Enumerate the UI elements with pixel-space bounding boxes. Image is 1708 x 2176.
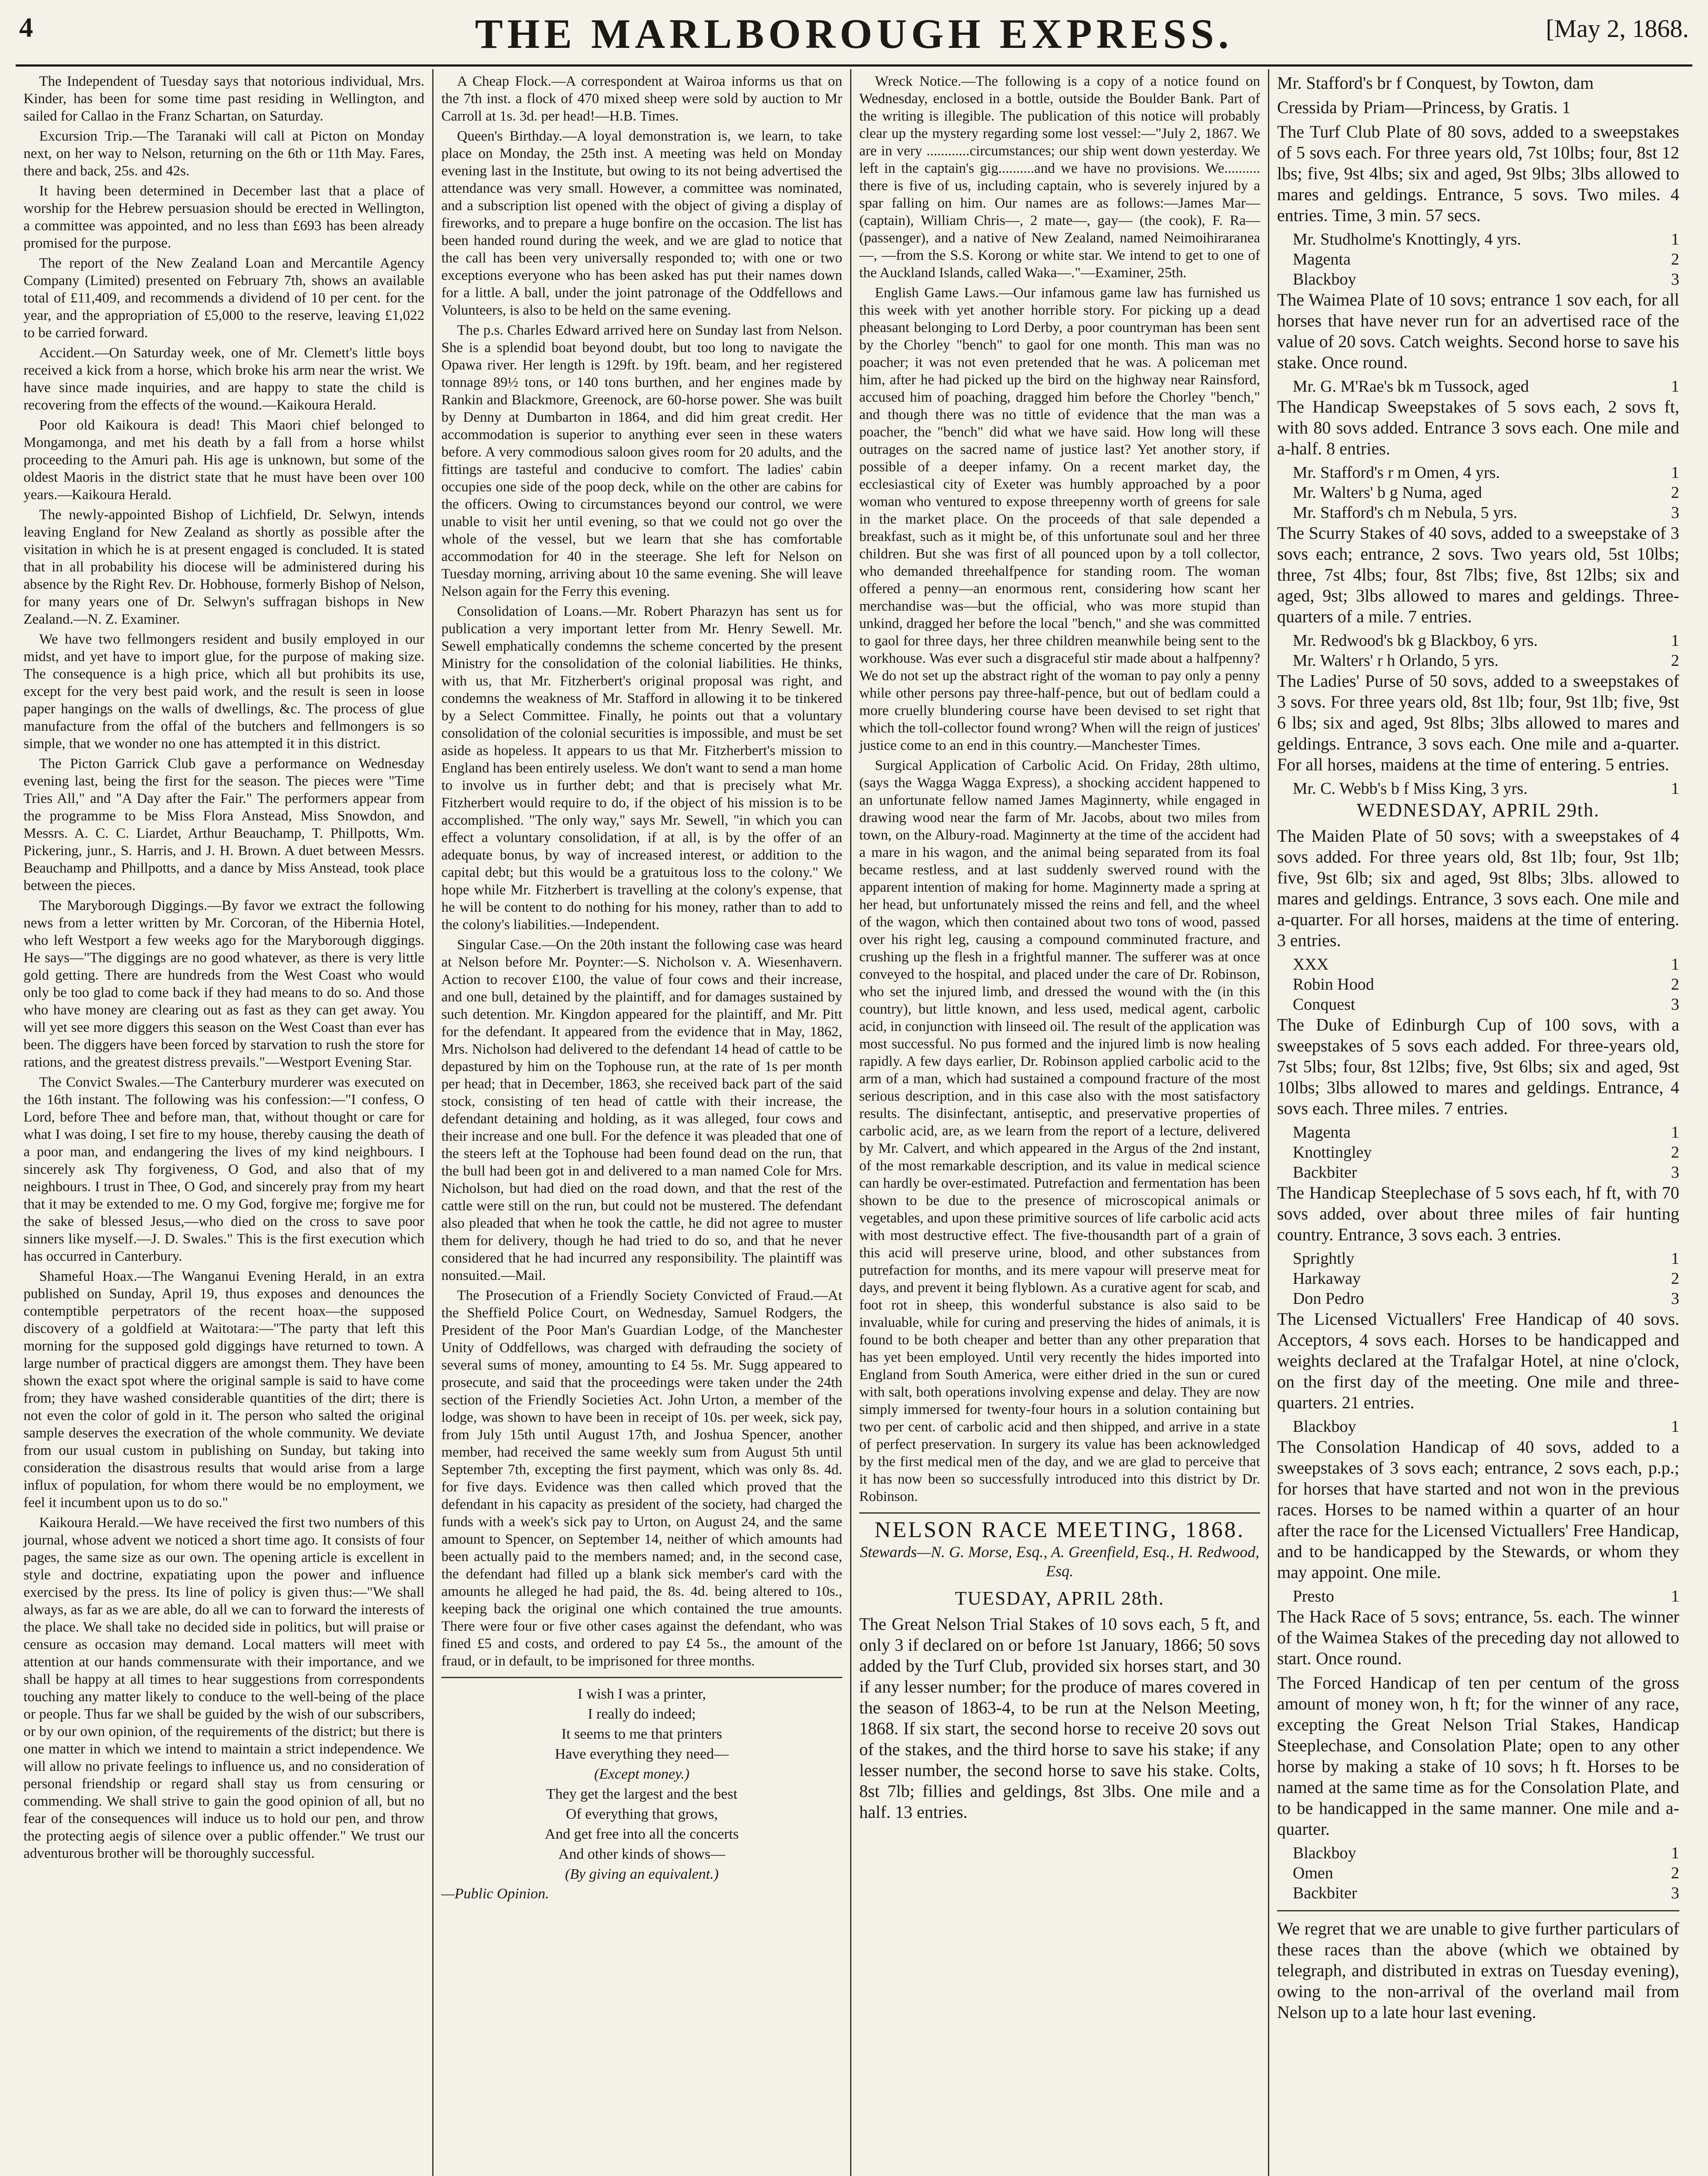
masthead <box>16 8 1692 67</box>
result-row: Mr. Redwood's bk g Blackboy, 6 yrs. 1 <box>1293 631 1679 650</box>
article: The p.s. Charles Edward arrived here on Sunday last from Nelson. She is a splendid boat beyond doubt, but too long to navigate the Opawa river. Her length is 129ft. by 19ft. beam, and her registered tonnage 89½ tons, or 140 tons burthen, and her engines made by Rankin and Blackmore, Greenock, are 60-horse power. She was built by Denny at Dumbarton in 1864, and did him great credit. Her accommodation is superior to anything ever seen in these waters before. A very commodious saloon gives room for 20 adults, and the fittings are tasteful and conducive to comfort. The ladies' cabin occupies one side of the poop deck, while on the other are cabins for the officers. Owing to circumstances beyond our control, we were unable to visit her until evening, so that we could not go over the whole of the vessel, but we learn that she has comfortable accommodation for 40 in the steerage. She left for Nelson on Tuesday morning, arriving about 10 the same evening. She will leave Nelson again for the Ferry this evening. <box>441 322 842 599</box>
column-2 <box>434 69 851 2176</box>
race-description: The Licensed Victuallers' Free Handicap of 40 sovs. Acceptors, 4 sovs each. Horses to be handicapped and weights declared at the Trafalgar Hotel, at nine o'clock, on the first day of the meeting. One mile and three-quarters. 21 entries. <box>1277 1309 1679 1412</box>
page-number: 4 <box>19 12 33 43</box>
poem-line: Have everything they need— <box>555 1746 729 1762</box>
poem-line: I wish I was a printer, <box>577 1686 706 1702</box>
result-row: Blackboy 1 <box>1293 1417 1679 1436</box>
article: The report of the New Zealand Loan and Mercantile Agency Company (Limited) presented on February 7th, shows an available total of £11,409, and recommends a dividend of 10 per cent. for the year, and the appropriation of £5,000 to the reserve, leaving £1,022 to be carried forward. <box>24 255 424 341</box>
article: The Picton Garrick Club gave a performance on Wednesday evening last, being the first for the season. The pieces were "Time Tries All," and "A Day after the Fair." The performers appear from the programme to be Miss Flora Anstead, Miss Snowdon, and Messrs. A. C. C. Liardet, Arthur Beauchamp, T. Phillpotts, Wm. Pickering, junr., S. Harris, and J. H. Brown. A duet between Messrs. Beauchamp and Phillpotts, and a dance by Miss Anstead, took place between the pieces. <box>24 756 424 893</box>
race-meeting-title: NELSON RACE MEETING, 1868. <box>874 1518 1245 1542</box>
race-description: The Maiden Plate of 50 sovs; with a sweepstakes of 4 sovs added. For three years old, 8st 1lb; four, 9st 1lb; five, 9st 6lb; six and aged, 9st 8lbs; 3lbs. allowed to mares and geldings. Entrance, 3 sovs each. One mile and a-quarter. For all horses, maidens at the time of entering. 3 entries. <box>1277 826 1679 950</box>
result-row: Knottingley 2 <box>1293 1143 1679 1162</box>
divider <box>859 1512 1260 1514</box>
result-row: Mr. Walters' r h Orlando, 5 yrs. 2 <box>1293 651 1679 670</box>
race-description: The Hack Race of 5 sovs; entrance, 5s. each. The winner of the Waimea Stakes of the preceding day not allowed to start. Once round. <box>1277 1607 1679 1668</box>
column-4 <box>1269 69 1687 2176</box>
day-heading: WEDNESDAY, APRIL 29th. <box>1356 799 1600 821</box>
poem-line: (By giving an equivalent.) <box>565 1866 719 1882</box>
article: Queen's Birthday.—A loyal demonstration is, we learn, to take place on Monday, the 25th inst. A meeting was held on Monday evening last in the Institute, but owing to its not being advertised the attendance was very small. However, a committee was nominated, and a subscription list opened with the object of giving a display of fireworks, and to prepare a huge bonfire on the occasion. The list has been handed round during the week, and we are glad to notice that the call has been very universally responded to; with one or two exceptions everyone who has been asked has put their names down for a little. A ball, under the joint patronage of the Oddfellows and Volunteers, is also to be held on the same evening. <box>441 128 842 318</box>
article: Surgical Application of Carbolic Acid. On Friday, 28th ultimo, (says the Wagga Wagga Express), a shocking accident happened to an unfortunate fellow named James Maginnerty, while engaged in drawing wood near the farm of Mr. Jacobs, about two miles from town, on the Albury-road. Maginnerty at the time of the accident had a mare in his wagon, and the animal being separated from its foal became restless, and at last suddenly swerved round with the apparent intention of making for home. Maginnerty made a spring at her head, but unfortunately missed the reins and fell, and the wheel of the wagon, which then contained about two tons of wood, passed over his right leg, causing a compound comminuted fracture, and crushing up the flesh in a frightful manner. The sufferer was at once conveyed to the hospital, and placed under the care of Dr. Robinson, who set the injured limb, and dressed the wound with the (in this country), but little known, and less used, medical agent, carbolic acid, in conjunction with linseed oil. The result of the application was most successful. No pus formed and the injured limb is now healing rapidly. A few days earlier, Dr. Robinson applied carbolic acid to the arm of a man, which had sustained a compound fracture of the most serious description, and in this case also with the most satisfactory results. The disinfectant, antiseptic, and preservative properties of carbolic acid, are, as we learn from the report of a lecture, delivered by Mr. Calvert, and which appeared in the Argus of the 2nd instant, of the most remarkable description, and its value in medical science can hardly be over-estimated. Putrefaction and fermentation has been shown to be due to the presence of microscopical animals or vegetables, and upon these primitive sources of life carbolic acid acts with most destructive effect. The five-thousandth part of a grain of this acid will preserve urine, blood, and other substances from putrefaction for months, and its mere vapour will preserve meat for days, and prevent it being flyblown. As a curative agent for scab, and foot rot in sheep, this wonderful substance is also said to be invaluable, while for curing and preserving the hides of animals, it is found to be both cheaper and better than any other preparation that has yet been employed. Until very recently the hides imported into England from South America, were either dried in the sun or cured with salt, both operations involving expense and delay. They are now simply immersed for twenty-four hours in a solution containing but two per cent. of carbolic acid and then shipped, and arrive in a state of perfect preservation. In surgery its value has been acknowledged by the first medical men of the day, and we are glad to perceive that it has now been so successfully introduced into this district by Dr. Robinson. <box>859 758 1260 1504</box>
result-row: Backbiter 3 <box>1293 1884 1679 1902</box>
result-row: XXX 1 <box>1293 955 1679 974</box>
race-description: The Waimea Plate of 10 sovs; entrance 1 sov each, for all horses that have never run for an advertised race of the value of 20 sovs. Catch weights. Second horse to save his stake. Once round. <box>1277 290 1679 372</box>
article: The Prosecution of a Friendly Society Convicted of Fraud.—At the Sheffield Police Court, on Wednesday, Samuel Rodgers, the President of the Poor Man's Guardian Lodge, of the Manchester Unity of Oddfellows, was charged with defrauding the society of several sums of money, amounting to £4 5s. Mr. Sugg appeared to prosecute, and said that the proceedings were taken under the 24th section of the Friendly Societies Act. John Urton, a member of the lodge, was shown to have been in receipt of 10s. per week, sick pay, from July 15th until August 17th, and Joshua Spencer, another member, had received the same weekly sum from August 5th until September 7th, excepting the first payment, which was only 8s. 4d. for five days. Evidence was then called which proved that the defendant in his capacity as president of the society, had charged the funds with a week's sick pay to Urton, on August 24, and the same amount to Spencer, on September 14, neither of which amounts had been actually paid to the members named; and, in the second case, the defendant had filled up a blank sick member's card with the amounts he alleged he had paid, the 8s. 4d. being altered to 10s., keeping back the original one which contained the true amounts. There were four or five other cases against the defendant, who was fined £5 and costs, and ordered to pay £4 5s., the amount of the fraud, or in default, to be imprisoned for three months. <box>441 1288 842 1669</box>
result-row: Mr. Studholme's Knottingly, 4 yrs. 1 <box>1293 230 1679 248</box>
article: Consolidation of Loans.—Mr. Robert Pharazyn has sent us for publication a very important letter from Mr. Henry Sewell. Mr. Sewell emphatically condemns the scheme concerted by the present Ministry for the consolidation of the colonial liabilities. He thinks, with us, that Mr. Fitzherbert's original proposal was right, and condemns the weakness of Mr. Stafford in allowing it to be tinkered by a Select Committee. Finally, he points out that a voluntary consolidation of the colonial securities is impossible, and must be set aside as hopeless. It appears to us that Mr. Fitzherbert's mission to England has been entirely useless. We don't want to send a man home to involve us in further debt; and that is precisely what Mr. Fitzherbert would require to do, if the object of his mission is to be accomplished. "The only way," says Mr. Sewell, "in which you can effect a voluntary consolidation, if at all, is by the offer of an adequate bonus, by way of increased interest, or addition to the capital debt; but this would be a gratuitous loss to the colony." We hope while Mr. Fitzherbert is travelling at the colony's expense, that he will be content to do nothing for his money, rather than to add to the colony's liabilities.—Independent. <box>441 604 842 933</box>
race-description: The Forced Handicap of ten per centum of the gross amount of money won, h ft; for the winner of any race, excepting the Great Nelson Trial Stakes, Handicap Steeplechase, and Consolation Plate; open to any other horse by making a stake of 10 sovs; h ft. Horses to be named at the same time as for the Consolation Plate, and to be handicapped in the same manner. One mile and a-quarter. <box>1277 1673 1679 1839</box>
result-row: Don Pedro 3 <box>1293 1289 1679 1308</box>
poem-line: And get free into all the concerts <box>545 1826 739 1842</box>
newspaper-title: THE MARLBOROUGH EXPRESS. <box>475 10 1233 57</box>
poem-line: (Except money.) <box>594 1766 689 1782</box>
article: Wreck Notice.—The following is a copy of a notice found on Wednesday, enclosed in a bottle, outside the Boulder Bank. Part of the writing is illegible. The publication of this notice will probably clear up the mystery regarding some lost vessel:—"July 2, 1867. We are in very ............circumstances; our ship went down yesterday. We left in the captain's gig..........and we have no provisions. We.......... there is five of us, including captain, who is severely injured by a spar falling on him. Our names are as follows:—James Mar—(captain), William Chris—, 2 mate—, gay— (the cook), F. Ra— (passenger), and a native of New Zealand, named Neimoihiraranea—, —from the S.S. Korong or white star. We intend to get to one of the Auckland Islands, called Waka—."—Examiner, 25th. <box>859 74 1260 281</box>
race-description: The Duke of Edinburgh Cup of 100 sovs, with a sweepstakes of 5 sovs each added. For three-years old, 7st 5lbs; four, 8st 12lbs; five, 9st 6lbs; six and aged, 9st 10lbs; 3lbs allowed to mares and geldings. Entrance, 4 sovs each. Three miles. 7 entries. <box>1277 1015 1679 1118</box>
result-row: Harkaway 2 <box>1293 1269 1679 1288</box>
result-row: Magenta 2 <box>1293 250 1679 269</box>
result-row: Blackboy 3 <box>1293 270 1679 289</box>
race-description: The Turf Club Plate of 80 sovs, added to a sweepstakes of 5 sovs each. For three years old, 7st 10lbs; four, 8st 12 lbs; five, 9st 4lbs; six and aged, 9st 9lbs; 3lbs allowed to mares and geldings. Entrance, 5 sovs. Two miles. 4 entries. Time, 3 min. 57 secs. <box>1277 122 1679 225</box>
result-row: Conquest 3 <box>1293 995 1679 1014</box>
article: We have two fellmongers resident and busily employed in our midst, and yet have to import glue, for the purpose of making size. The consequence is a high price, which all but prohibits its use, except for the very best paid work, and the result is seen in loose paper hangings on the walls of dwellings, &c. The process of glue manufacture from the offal of the butchers and fellmongers is so simple, that we wonder no one has attempted it in this district. <box>24 631 424 752</box>
result-row: Robin Hood 2 <box>1293 975 1679 994</box>
race-description: The Scurry Stakes of 40 sovs, added to a sweepstake of 3 sovs each; entrance, 2 sovs. Two years old, 5st 10lbs; three, 7st 4lbs; four, 8st 7lbs; five, 8st 12lbs; six and aged, 9st; 3lbs allowed to mares and geldings. Three-quarters of a mile. 7 entries. <box>1277 523 1679 626</box>
column-3 <box>851 69 1269 2176</box>
poem-line: It seems to me that printers <box>561 1726 723 1742</box>
article: It having been determined in December last that a place of worship for the Hebrew persuasion should be erected in Wellington, a committee was appointed, and no less than £693 has been already promised for the purpose. <box>24 183 424 251</box>
result-line: Cressida by Priam—Princess, by Gratis. 1 <box>1277 97 1571 117</box>
result-row: Magenta 1 <box>1293 1123 1679 1142</box>
result-row: Omen 2 <box>1293 1864 1679 1882</box>
divider <box>441 1677 842 1678</box>
race-description: The Ladies' Purse of 50 sovs, added to a sweepstakes of 3 sovs. For three years old, 8st 1lb; four, 9st 1lb; five, 9st 6 lbs; six and aged, 9st 8lbs; 3lbs allowed to mares and geldings. Entrance, 3 sovs each. One mile and a-quarter. For all horses, maidens at the time of entering. 5 entries. <box>1277 671 1679 774</box>
article: Singular Case.—On the 20th instant the following case was heard at Nelson before Mr. Poynter:—S. Nicholson v. A. Wiesenhavern. Action to recover £100, the value of four cows and their increase, and one bull, detained by the plaintiff, and for damages sustained by such detention. Mr. Kingdon appeared for the plaintiff, and Mr. Pitt for the defendant. It appeared from the evidence that in May, 1862, Mrs. Nicholson had delivered to the defendant 14 head of cattle to be depastured by him on the Tophouse run, at the rate of 1s per month per head; that in December, 1863, she received back part of the said stock, consisting of ten head of cattle with their increase, the defendant detaining and holding, as it was alleged, four cows and their increase and one bull. For the defence it was pleaded that one of the steers left at the Tophouse had been found dead on the run, that the bull had been got in and delivered to a man named Cole for Mrs. Nicholson, but had died on the road down, and that the rest of the cattle were still on the run, but could not be mustered. The defendant also pleaded that when he took the cattle, he did not agree to muster them for delivery, though he had tried to do so, and that he never considered that he had incurred any responsibility. The plaintiff was nonsuited.—Mail. <box>441 937 842 1283</box>
column-1 <box>16 69 434 2176</box>
article: Shameful Hoax.—The Wanganui Evening Herald, in an extra published on Sunday, April 19, thus exposes and denounces the contemptible perpetrators of the recent hoax—the supposed discovery of a goldfield at Waitotara:—"The party that left this morning for the supposed gold diggings have returned to town. A large number of practical diggers are amongst them. They have been shown the exact spot where the original sample is said to have come from; they have washed considerable quantities of the dirt; there is not even the color of gold in it. The person who salted the original sample deserves the execration of the whole community. We deviate from our usual custom in publishing on Sunday, but taking into consideration the disastrous results that would arise from a large influx of population, for whom there would be no employment, we feel it incumbent upon us to do so." <box>24 1269 424 1511</box>
article: The Convict Swales.—The Canterbury murderer was executed on the 16th instant. The following was his confession:—"I confess, O Lord, before Thee and before man, that, without thought or care for what I was doing, I set fire to my house, thereby causing the death of a poor man, and endangering the lives of my kind neighbours. I sincerely ask Thy forgiveness, O God, and also that of my neighbours. I trust in Thee, O God, and sincerely pray from my heart that it may be extended to me. O my God, forgive me; forgive me for the sake of blessed Jesus,—who died on the cross to save poor sinners like myself.—J. D. Swales." This is the first execution which has occurred in Canterbury. <box>24 1075 424 1264</box>
race-description: The Handicap Sweepstakes of 5 sovs each, 2 sovs ft, with 80 sovs added. Entrance 3 sovs each. One mile and a-half. 8 entries. <box>1277 397 1679 458</box>
article: Kaikoura Herald.—We have received the first two numbers of this journal, whose advent we noticed a short time ago. It consists of four pages, the same size as our own. The opening article is excellent in style and doctrine, expatiating upon the power and influence exercised by the press. Its line of policy is given thus:—"We shall always, as far as we are able, do all we can to forward the interests of the place. We shall take no decided side in politics, but will praise or censure as occasion may demand. Local matters will meet with attention at our hands commensurate with their importance, and we shall be happy at all times to hear suggestions from correspondents touching any matter likely to conduce to the well-being of the place or people. Thus far we shall be guided by the wish of our subscribers, or by our own opinion, of the requirements of the district; but there is one matter in which we intend to maintain a strict independence. We will allow no private feelings to influence us, and no consideration of personal friendship or regard shall stay us from censuring or commending. We shall strive to gain the good opinion of all, but no fear of the consequences will induce us to hold our pen, and throw the protecting aegis of silence over a public offender." We trust our adventurous brother will be thoroughly successful. <box>24 1515 424 1861</box>
divider <box>1277 1910 1679 1911</box>
article: Accident.—On Saturday week, one of Mr. Clemett's little boys received a kick from a horse, which broke his arm near the wrist. We have since made inquiries, and are happy to state the child is recovering from the effects of the wound.—Kaikoura Herald. <box>24 345 424 413</box>
result-row: Backbiter 3 <box>1293 1163 1679 1182</box>
poem-line: And other kinds of shows— <box>558 1846 726 1862</box>
poem-line: Of everything that grows, <box>565 1806 718 1822</box>
race-results <box>1277 73 1679 2023</box>
result-row: Mr. Walters' b g Numa, aged 2 <box>1293 484 1679 502</box>
article: The newly-appointed Bishop of Lichfield, Dr. Selwyn, intends leaving England for New Zealand as shortly as possible after the visitation in which he is at present engaged is concluded. It is stated that in all probability his diocese will be administered during his absence by the Right Rev. Dr. Hobhouse, formerly Bishop of Nelson, for many years one of Dr. Selwyn's suffragan bishops in New Zealand.—N. Z. Examiner. <box>24 507 424 627</box>
closing-note: We regret that we are unable to give further particulars of these races than the above (which we obtained by telegraph, and distributed in extras on Tuesday evening), owing to the non-arrival of the overland mail from Nelson up to a late hour last evening. <box>1277 1919 1679 2022</box>
article: English Game Laws.—Our infamous game law has furnished us this week with yet another horrible story. For picking up a dead pheasant belonging to Lord Derby, a poor countryman has been sent by the Chorley "bench" to gaol for one month. This man was no poacher; it was not even pretended that he was. A policeman met him, after he had picked up the bird on the highway near Rainsford, accused him of poaching, dragged him before the Chorley "bench," and though there was no tittle of evidence that the man was a poacher, the "bench" did what we have said. How long will these outrages on the sacred name of justice last? Yet another story, if possible of a deeper infamy. On a recent market day, the ecclesiastical city of Exeter was humbly approached by a poor woman who ventured to expose threepenny worth of greens for sale in the market place. On the proceeds of that sale depended a breakfast, such as it might be, of this unfortunate soul and her three children. But she was first of all pounced upon by a toll collector, who demanded threehalfpence for standing room. The woman offered a penny—an enormous rent, considering how scant her merchandise was—but the official, who was more stupid than unkind, dragged her before the local "bench," and she was committed to gaol for three days, her three children meanwhile being sent to the workhouse. Was ever such a disgraceful stir made about a halfpenny? We do not set up the abstract right of the woman to pay only a penny while other persons pay three-half-pence, but out of bedlam could a more cruelly blundering course have been devised to set right that which the toll-collector found wrong? When will the reign of justices' justice come to an end in this country.—Manchester Times. <box>859 285 1260 753</box>
result-row: Blackboy 1 <box>1293 1844 1679 1862</box>
result-row: Mr. C. Webb's b f Miss King, 3 yrs. 1 <box>1293 779 1679 798</box>
stewards: Stewards—N. G. Morse, Esq., A. Greenfield, Esq., H. Redwood, Esq. <box>860 1543 1260 1580</box>
result-row: Presto 1 <box>1293 1587 1679 1605</box>
race-description: The Consolation Handicap of 40 sovs, added to a sweepstakes of 3 sovs each; entrance, 2 sovs each, p.p.; for horses that have started and not won in the previous races. Horses to be named within a quarter of an hour after the race for the Licensed Victuallers' Free Handicap, and to be handicapped by the Stewards, or whom they may appoint. One mile. <box>1277 1437 1679 1582</box>
article: The Independent of Tuesday says that notorious individual, Mrs. Kinder, has been for some time past residing in Wellington, and sailed for Callao in the Franz Schartan, on Saturday. <box>24 74 424 124</box>
poem-line: They get the largest and the best <box>546 1786 738 1802</box>
race-description: The Great Nelson Trial Stakes of 10 sovs each, 5 ft, and only 3 if declared on or before 1st January, 1866; 50 sovs added by the Turf Club, provided six horses start, and 30 if any lesser number; for the produce of mares covered in the season of 1863-4, to be run at the Nelson Meeting, 1868. If six start, the second horse to receive 20 sovs out of the stakes, and the third horse to save his stake; if any lesser number, the second horse to save his stake. Colts, 8st 7lb; fillies and geldings, 8st 3lbs. One mile and a half. 13 entries. <box>859 1614 1260 1822</box>
poem-line: I really do indeed; <box>588 1706 696 1722</box>
article: The Maryborough Diggings.—By favor we extract the following news from a letter written by Mr. Corcoran, of the Hibernia Hotel, who left Westport a few weeks ago for the Maryborough diggings. He says—"The diggings are no good whatever, as there is very little gold getting. There are hundreds from the West Coast who would only be too glad to come back if they had means to do so. And those who have money are clearing out as fast as they can get away. You will yet see more diggers this season on the West Coast than ever has been. The diggers have been forced by starvation to rush the store for rations, and the greatest distress prevails."—Westport Evening Star. <box>24 898 424 1070</box>
result-row: Mr. G. M'Rae's bk m Tussock, aged 1 <box>1293 377 1679 396</box>
article: A Cheap Flock.—A correspondent at Wairoa informs us that on the 7th inst. a flock of 470 mixed sheep were sold by auction to Mr Carroll at 1s. 3d. per head!—H.B. Times. <box>441 74 842 124</box>
article: Poor old Kaikoura is dead! This Maori chief belonged to Mongamonga, and met his death by a fall from a horse whilst proceeding to the Amuri pah. His age is unknown, but some of the oldest Maoris in the district state that he must have been over 100 years.—Kaikoura Herald. <box>24 417 424 503</box>
result-row: Mr. Stafford's ch m Nebula, 5 yrs. 3 <box>1293 504 1679 522</box>
result-row: Sprightly 1 <box>1293 1249 1679 1268</box>
result-row: Mr. Stafford's r m Omen, 4 yrs. 1 <box>1293 463 1679 482</box>
columns <box>16 69 1692 2176</box>
poem-source: —Public Opinion. <box>441 1886 549 1902</box>
issue-date: [May 2, 1868. <box>1546 14 1689 43</box>
article: Excursion Trip.—The Taranaki will call at Picton on Monday next, on her way to Nelson, returning on the 6th or 11th May. Fares, there and back, 25s. and 42s. <box>24 128 424 179</box>
day-heading: TUESDAY, APRIL 28th. <box>955 1588 1164 1609</box>
race-description: The Handicap Steeplechase of 5 sovs each, hf ft, with 70 sovs added, over about three miles of fair hunting country. Entrance, 3 sovs each. 3 entries. <box>1277 1183 1679 1244</box>
result-line: Mr. Stafford's br f Conquest, by Towton, dam <box>1277 73 1594 93</box>
